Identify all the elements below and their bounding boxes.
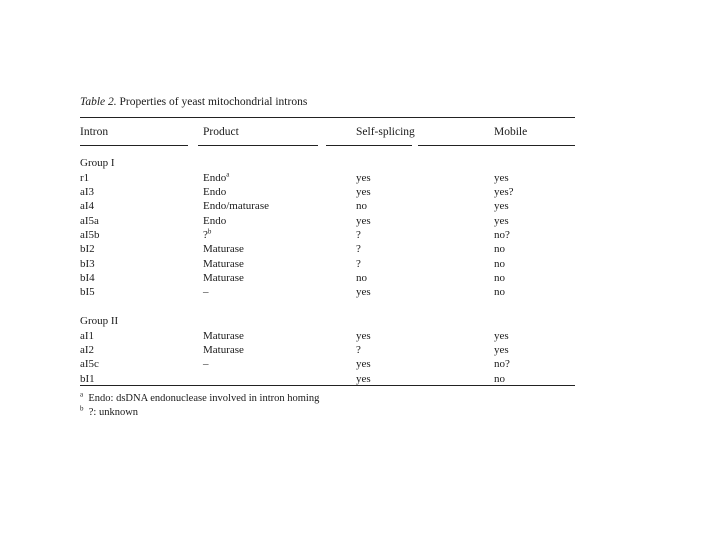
mobile-value: no? — [494, 229, 510, 241]
top-rule — [80, 117, 575, 118]
caption-label: Table 2. — [80, 96, 117, 108]
footnote-mark: b — [207, 227, 212, 236]
product-value: – — [203, 286, 209, 299]
self-splicing-value: ? — [356, 344, 361, 357]
mobile-value: yes — [494, 329, 509, 342]
column-rule — [80, 145, 188, 146]
product-value: – — [203, 358, 209, 371]
product-cell — [203, 258, 244, 270]
product-cell — [203, 358, 209, 370]
intron-name: aI5b — [80, 229, 100, 241]
footnote — [80, 390, 320, 404]
product-value: ? — [203, 229, 208, 241]
self-splicing-value: yes — [356, 286, 371, 299]
column-header-product: Product — [203, 126, 239, 138]
product-cell — [203, 330, 244, 342]
mobile-value: yes — [494, 171, 509, 184]
product-value: Maturase — [203, 344, 244, 357]
product-value: Maturase — [203, 329, 244, 342]
mobile-value: no — [494, 243, 505, 256]
intron-name: bI3 — [80, 257, 95, 270]
product-cell — [203, 186, 226, 198]
column-rule — [418, 145, 575, 146]
column-header-intron: Intron — [80, 126, 109, 138]
mobile-value: yes — [494, 344, 509, 357]
mobile-value: no — [494, 271, 505, 284]
self-splicing-value: yes — [356, 186, 371, 199]
mobile-value: yes — [494, 200, 509, 213]
product-value: Endo — [203, 171, 227, 184]
caption-title: Properties of yeast mitochondrial introns — [119, 96, 308, 108]
intron-name: bI4 — [80, 271, 95, 284]
column-header-self-splicing: Self-splicing — [356, 126, 415, 138]
intron-name: aI4 — [80, 200, 95, 213]
mobile-value: yes? — [494, 186, 514, 199]
self-splicing-value: yes — [356, 358, 371, 371]
self-splicing-value: ? — [356, 257, 361, 270]
intron-name: aI5a — [80, 214, 99, 227]
self-splicing-value: no — [356, 200, 367, 213]
self-splicing-value: ? — [356, 229, 361, 241]
self-splicing-value: no — [356, 271, 367, 284]
product-value: Endo/maturase — [203, 200, 269, 213]
footnote-text: ?: unknown — [88, 407, 139, 418]
product-cell — [203, 172, 229, 184]
intron-name: bI1 — [80, 372, 95, 385]
self-splicing-value: ? — [356, 243, 361, 256]
product-cell — [203, 200, 269, 212]
group-heading: Group I — [80, 157, 115, 169]
intron-name: bI2 — [80, 243, 95, 256]
footnote-mark: a — [80, 390, 84, 399]
mobile-value: no — [494, 372, 505, 385]
product-value: Maturase — [203, 271, 244, 284]
product-cell — [203, 344, 244, 356]
product-cell — [203, 286, 209, 298]
product-cell — [203, 215, 226, 227]
footnote-text: Endo: dsDNA endonuclease involved in intron homing — [88, 393, 320, 404]
group-heading: Group II — [80, 315, 119, 327]
intron-name: aI1 — [80, 329, 95, 342]
product-value: Endo — [203, 186, 227, 199]
self-splicing-value: yes — [356, 171, 371, 184]
bottom-rule — [80, 385, 575, 386]
product-value: Maturase — [203, 257, 244, 270]
self-splicing-value: yes — [356, 214, 371, 227]
intron-name: aI5c — [80, 358, 99, 371]
column-header-mobile: Mobile — [494, 126, 528, 138]
footnote — [80, 404, 139, 418]
column-rule — [326, 145, 412, 146]
product-value: Maturase — [203, 243, 244, 256]
intron-name: bI5 — [80, 286, 95, 299]
mobile-value: no — [494, 286, 505, 299]
column-rule — [198, 145, 318, 146]
product-cell — [203, 243, 244, 255]
footnote-mark: a — [226, 170, 230, 179]
self-splicing-value: yes — [356, 372, 371, 385]
mobile-value: no? — [494, 358, 510, 371]
mobile-value: yes — [494, 214, 509, 227]
mobile-value: no — [494, 257, 505, 270]
table-caption — [80, 96, 307, 108]
product-value: Endo — [203, 214, 227, 227]
self-splicing-value: yes — [356, 329, 371, 342]
intron-name: r1 — [80, 171, 90, 184]
product-cell — [203, 272, 244, 284]
product-cell — [203, 229, 211, 241]
footnote-mark: b — [80, 404, 84, 413]
intron-name: aI2 — [80, 344, 95, 357]
intron-name: aI3 — [80, 186, 95, 199]
